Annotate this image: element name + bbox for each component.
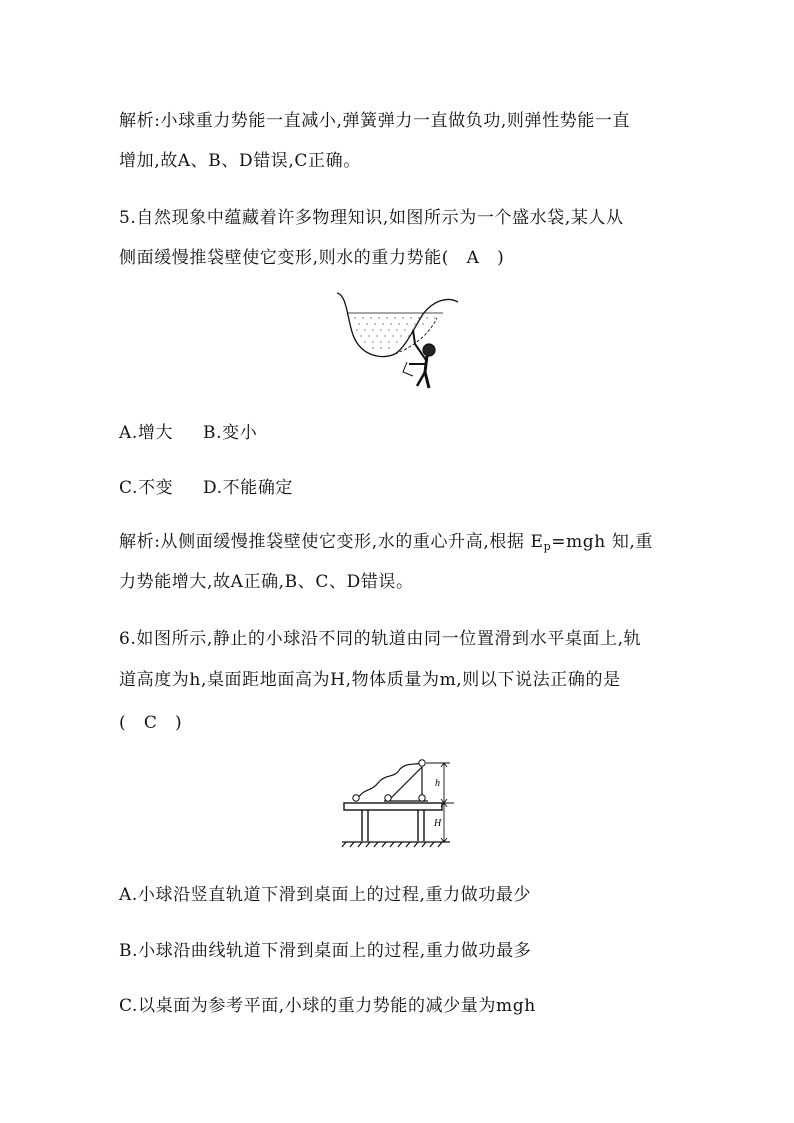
analysis-5-line-2: 力势能增大,故A正确,B、C、D错误。 bbox=[119, 572, 414, 592]
analysis-4-line-1: 解析:小球重力势能一直减小,弹簧弹力一直做负功,则弹性势能一直 bbox=[119, 111, 631, 131]
question-5-option-a: A.增大 bbox=[119, 423, 174, 443]
analysis-5-subscript: p bbox=[543, 540, 552, 553]
water-dots bbox=[354, 317, 435, 348]
ground bbox=[342, 842, 450, 847]
question-6-option-a: A.小球沿竖直轨道下滑到桌面上的过程,重力做功最少 bbox=[119, 885, 532, 905]
question-5-line-2: 侧面缓慢推袋壁使它变形,则水的重力势能( A ) bbox=[119, 248, 505, 268]
question-6-line-3: ( C ) bbox=[119, 713, 183, 733]
label-h: h bbox=[435, 778, 440, 789]
label-H: H bbox=[434, 818, 442, 829]
question-5-option-b: B.变小 bbox=[203, 423, 258, 443]
tracks bbox=[356, 763, 428, 801]
analysis-5-line-1 bbox=[119, 527, 653, 553]
analysis-4-line-2: 增加,故A、B、D错误,C正确。 bbox=[119, 151, 361, 171]
question-5-line-1: 5.自然现象中蕴藏着许多物理知识,如图所示为一个盛水袋,某人从 bbox=[119, 208, 624, 228]
question-5-option-c: C.不变 bbox=[119, 478, 174, 498]
analysis-5-line-1-pre: 解析:从侧面缓慢推袋壁使它变形,水的重心升高,根据 E bbox=[119, 532, 544, 552]
question-6-option-c: C.以桌面为参考平面,小球的重力势能的减少量为mgh bbox=[119, 996, 536, 1016]
balls bbox=[353, 760, 425, 801]
question-6-line-2: 道高度为h,桌面距地面高为H,物体质量为m,则以下说法正确的是 bbox=[119, 670, 621, 690]
track-table-figure bbox=[340, 757, 472, 849]
question-6-line-1: 6.如图所示,静止的小球沿不同的轨道由同一位置滑到水平桌面上,轨 bbox=[119, 629, 642, 649]
question-6-option-b: B.小球沿曲线轨道下滑到桌面上的过程,重力做功最多 bbox=[119, 941, 532, 961]
question-5-option-d: D.不能确定 bbox=[203, 478, 294, 498]
water-bag bbox=[337, 293, 458, 357]
analysis-5-line-1-post: =mgh 知,重 bbox=[551, 532, 654, 552]
table bbox=[344, 803, 442, 841]
water-bag-figure bbox=[333, 290, 461, 395]
